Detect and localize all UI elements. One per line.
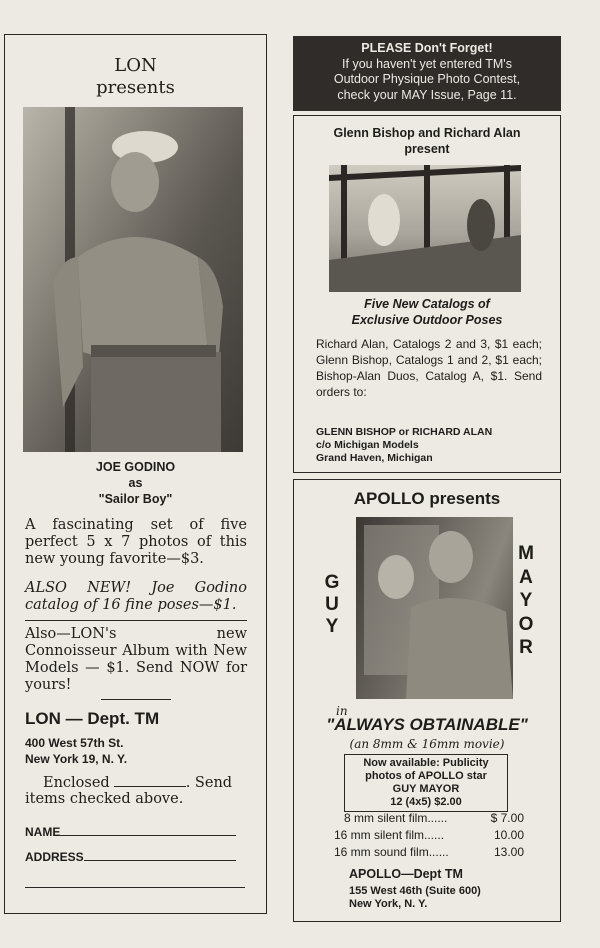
apollo-address (349, 885, 481, 911)
bishop-ad (293, 115, 561, 473)
lon-presents: presents (96, 77, 175, 98)
publicity-line4: 12 (4x5) $2.00 (390, 796, 462, 808)
mirror-photo (356, 517, 513, 699)
model-role: "Sailor Boy" (98, 492, 173, 506)
price-list (334, 810, 524, 861)
name-field[interactable] (60, 825, 236, 836)
bishop-address-line3: Grand Haven, Michigan (316, 452, 433, 464)
apollo-address-line1: 155 West 46th (Suite 600) (349, 885, 481, 897)
divider-2 (101, 699, 171, 700)
price-row (334, 810, 524, 827)
address-field-2[interactable] (25, 877, 245, 888)
address-label: ADDRESS (25, 850, 84, 864)
price-label: 8 mm silent film...... (344, 811, 448, 825)
send-label: . Send (185, 775, 233, 791)
catalog-line1: Five New Catalogs of (364, 297, 490, 311)
model-caption (5, 459, 266, 507)
mayor-letter: R (519, 637, 533, 658)
price-value: 13.00 (493, 845, 524, 859)
bishop-title: Glenn Bishop and Richard Alan (333, 126, 521, 140)
price-row (334, 827, 524, 844)
notice-line1: If you haven't yet entered TM's (342, 56, 512, 71)
lon-title: LON (114, 55, 157, 76)
bishop-address-line1: GLENN BISHOP or RICHARD ALAN (316, 426, 493, 438)
guy-letter: Y (325, 616, 339, 637)
film-subtitle: (an 8mm & 16mm movie) (349, 737, 505, 751)
sailor-photo (23, 107, 243, 452)
mayor-letter: Y (519, 590, 533, 611)
name-row (25, 825, 247, 839)
mayor-letter: M (518, 543, 534, 564)
apollo-title: APOLLO presents (353, 489, 501, 508)
publicity-line1: Now available: Publicity (363, 757, 489, 769)
notice-line2: Outdoor Physique Photo Contest, (333, 72, 521, 86)
enclosed-line (43, 774, 247, 792)
guy-vertical (322, 572, 342, 638)
notice-line3: check your MAY Issue, Page 11. (337, 87, 517, 102)
desc-2: ALSO NEW! Joe Godino catalog of 16 fine poses—$1. (25, 580, 247, 613)
desc-3: Also—LON's new Connoisseur Album with New Models — $1. Send NOW for yours! (25, 626, 247, 693)
mayor-letter: A (519, 566, 533, 588)
catalog-line2: Exclusive Outdoor Poses (351, 313, 503, 327)
outdoor-photo (329, 165, 521, 292)
publicity-box (344, 754, 508, 812)
items-line: items checked above. (25, 791, 184, 807)
address-row (25, 850, 247, 864)
lon-ad (4, 34, 267, 914)
publicity-line3: GUY MAYOR (392, 783, 460, 795)
amount-field[interactable] (114, 774, 186, 787)
price-value: $ 7.00 (490, 811, 524, 825)
guy-letter: G (324, 572, 340, 593)
apollo-ad (293, 479, 561, 922)
address-field[interactable] (84, 850, 236, 861)
mayor-vertical (516, 542, 536, 660)
bishop-address-line2: c/o Michigan Models (316, 439, 419, 451)
contest-notice (293, 36, 561, 111)
price-value: 10.00 (493, 828, 524, 842)
mayor-letter: O (518, 613, 534, 635)
price-row (334, 844, 524, 861)
catalog-heading (294, 296, 560, 328)
model-as: as (128, 476, 143, 490)
lon-address (25, 735, 127, 767)
bishop-heading (294, 125, 560, 157)
lon-address-line1: 400 West 57th St. (25, 736, 124, 750)
lon-dept: LON — Dept. TM (25, 709, 160, 728)
notice-title: PLEASE Don't Forget! (361, 41, 493, 55)
price-label: 16 mm silent film...... (334, 828, 445, 842)
guy-letter: U (325, 594, 339, 615)
name-label: NAME (25, 825, 61, 839)
divider (25, 620, 247, 621)
bishop-body: Richard Alan, Catalogs 2 and 3, $1 each; Glenn Bishop, Catalogs 1 and 2, $1 each; Bishop-Alan Duos, Catalog A, $1. Send orders to: (316, 337, 542, 399)
apollo-address-line2: New York, N. Y. (349, 898, 428, 910)
film-title: "ALWAYS OBTAINABLE" (326, 715, 528, 734)
enclosed-label: Enclosed (43, 775, 110, 791)
model-name: JOE GODINO (95, 460, 176, 474)
price-label: 16 mm sound film...... (334, 845, 449, 859)
lon-address-line2: New York 19, N. Y. (25, 752, 128, 766)
apollo-dept: APOLLO—Dept TM (349, 867, 463, 881)
desc-1: A fascinating set of five perfect 5 x 7 photos of this new young favorite—$3. (25, 517, 247, 567)
bishop-present: present (404, 142, 450, 156)
publicity-line2: photos of APOLLO star (365, 770, 487, 782)
lon-heading (5, 55, 266, 99)
in-label: in (336, 704, 348, 718)
bishop-address (316, 426, 492, 465)
